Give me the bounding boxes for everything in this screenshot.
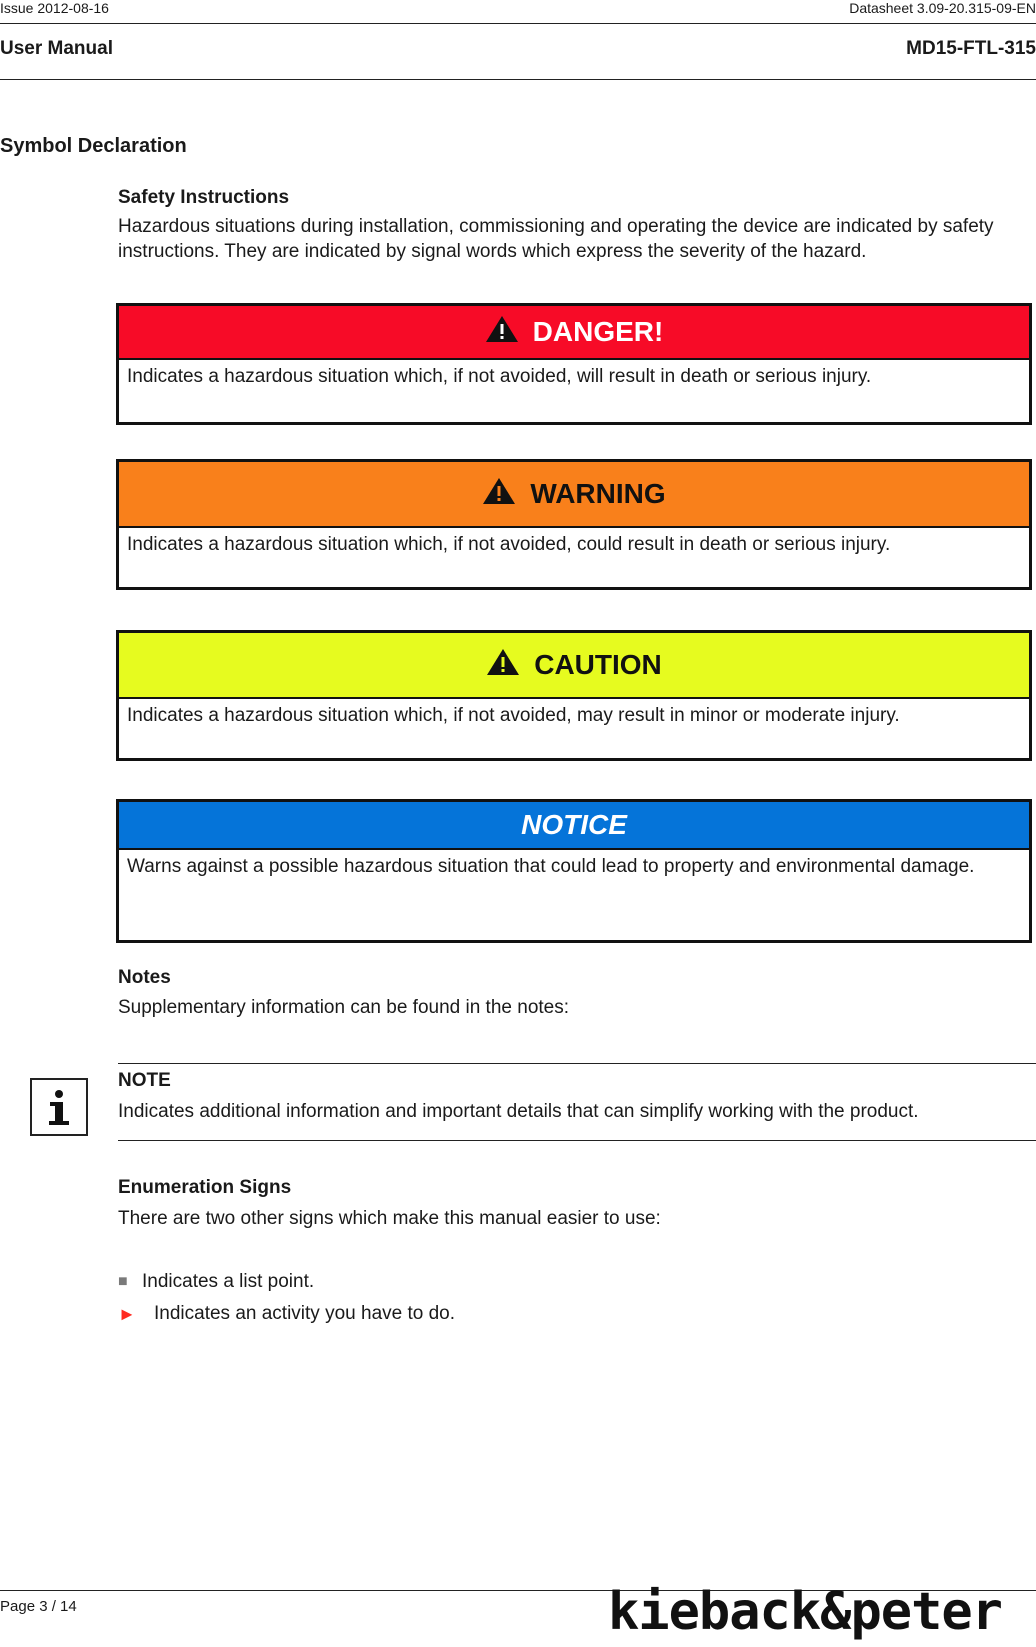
info-icon: [30, 1078, 88, 1136]
note-text: Indicates additional information and important details that can simplify working with the product.: [118, 1101, 919, 1122]
danger-label: DANGER!: [532, 316, 664, 347]
warning-box: [116, 459, 1032, 590]
note-label: NOTE: [118, 1070, 171, 1091]
warning-text: Indicates a hazardous situation which, if not avoided, could result in death or serious injury.: [127, 534, 891, 555]
notice-header: [119, 802, 1029, 850]
list-item: [118, 1302, 455, 1326]
note-divider-bottom: [118, 1140, 1036, 1141]
note-divider-top: [118, 1063, 1036, 1064]
manual-title: User Manual: [0, 38, 113, 59]
square-bullet-icon: ■: [118, 1273, 128, 1290]
danger-text: Indicates a hazardous situation which, if not avoided, will result in death or serious injury.: [127, 366, 872, 387]
notice-label: NOTICE: [521, 809, 627, 840]
safety-instructions-text: Hazardous situations during installation, commissioning and operating the device are indicated by safety instructions. They are indicated by signal words which express the severity of the hazard.: [118, 216, 994, 262]
datasheet-id: Datasheet 3.09-20.315-09-EN: [849, 0, 1036, 16]
issue-date: Issue 2012-08-16: [0, 0, 109, 16]
enumeration-heading: Enumeration Signs: [118, 1177, 292, 1198]
warning-label: WARNING: [530, 478, 666, 509]
company-logo: kieback&peter: [608, 1582, 1002, 1642]
product-code: MD15-FTL-315: [906, 38, 1036, 59]
notes-text: Supplementary information can be found in the notes:: [118, 997, 570, 1018]
arrow-bullet-icon: ►: [118, 1304, 136, 1324]
caution-header: [119, 633, 1029, 699]
list-item-text: Indicates a list point.: [142, 1271, 315, 1292]
safety-instructions-heading: Safety Instructions: [118, 187, 290, 208]
notice-box: [116, 799, 1032, 943]
enumeration-text: There are two other signs which make this manual easier to use:: [118, 1208, 661, 1229]
warning-triangle-icon: [486, 647, 520, 684]
caution-label: CAUTION: [534, 649, 662, 680]
page-number: Page 3 / 14: [0, 1598, 77, 1615]
warning-header: [119, 462, 1029, 528]
notice-text: Warns against a possible hazardous situation that could lead to property and environmental damage.: [127, 856, 975, 877]
warning-triangle-icon: [482, 476, 516, 513]
list-item: [118, 1270, 314, 1294]
notes-heading: Notes: [118, 967, 171, 988]
danger-box: [116, 303, 1032, 425]
list-item-text: Indicates an activity you have to do.: [154, 1303, 456, 1324]
header-divider-bottom: [0, 79, 1036, 80]
section-title: Symbol Declaration: [0, 135, 187, 157]
warning-triangle-icon: [485, 314, 519, 351]
caution-text: Indicates a hazardous situation which, if not avoided, may result in minor or moderate injury.: [127, 705, 900, 726]
header-divider-top: [0, 23, 1036, 24]
danger-header: [119, 306, 1029, 360]
caution-box: [116, 630, 1032, 761]
